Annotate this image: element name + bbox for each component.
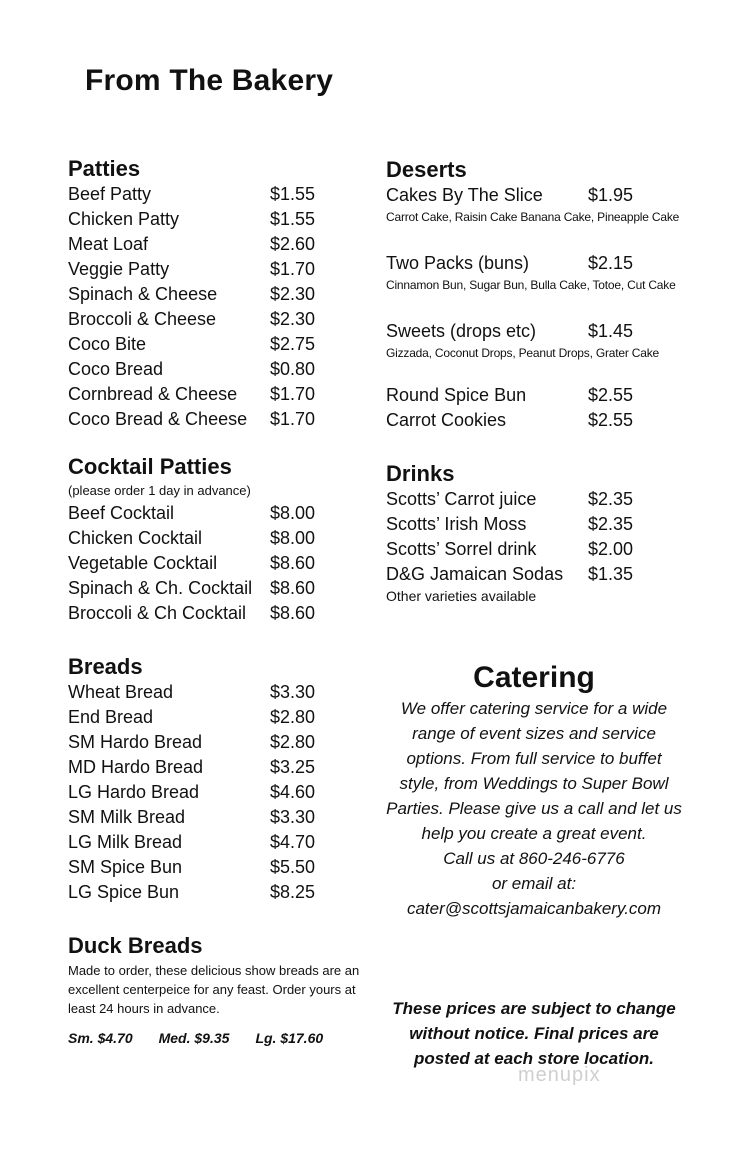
item-name: Coco Bread & Cheese xyxy=(68,409,248,429)
menu-item xyxy=(386,512,686,537)
section-title: Deserts xyxy=(386,157,467,182)
drinks-section xyxy=(386,461,686,605)
section-title: Patties xyxy=(68,156,141,181)
catering-line: Parties. Please give us a call and let us xyxy=(386,799,682,818)
section-title: Duck Breads xyxy=(68,933,203,958)
menu-item xyxy=(68,880,368,905)
menu-item xyxy=(68,501,368,526)
spacer xyxy=(68,432,368,454)
menu-item xyxy=(68,282,368,307)
item-price: $2.80 xyxy=(270,707,316,727)
item-name: Beef Cocktail xyxy=(68,503,175,523)
item-price: $2.30 xyxy=(270,284,316,304)
menu-item xyxy=(68,601,368,626)
catering-phone: Call us at 860-246-6776 xyxy=(443,849,625,868)
item-varieties: Gizzada, Coconut Drops, Peanut Drops, Grater Cake xyxy=(386,346,659,360)
item-name: Cakes By The Slice xyxy=(386,185,543,205)
catering-line: We offer catering service for a wide xyxy=(400,699,668,718)
item-name: Broccoli & Cheese xyxy=(68,309,217,329)
menu-item xyxy=(68,307,368,332)
item-price: $1.55 xyxy=(270,184,316,204)
item-price: $1.55 xyxy=(270,209,316,229)
item-name: Chicken Cocktail xyxy=(68,528,203,548)
item-price: $2.35 xyxy=(588,514,634,534)
item-price: $8.00 xyxy=(270,503,316,523)
size-price-small: Sm. $4.70 xyxy=(68,1030,133,1046)
item-name: Meat Loaf xyxy=(68,234,149,254)
duck-size-prices xyxy=(68,1030,368,1046)
item-price: $1.70 xyxy=(270,259,316,279)
disclaimer-line: posted at each store location. xyxy=(414,1049,654,1068)
size-price-medium: Med. $9.35 xyxy=(158,1030,230,1046)
item-name: Spinach & Ch. Cocktail xyxy=(68,578,253,598)
item-price: $1.35 xyxy=(588,564,634,584)
order-note: (please order 1 day in advance) xyxy=(68,483,251,498)
menu-item xyxy=(386,487,686,512)
menu-item xyxy=(68,382,368,407)
item-name: LG Milk Bread xyxy=(68,832,183,852)
section-title: Drinks xyxy=(386,461,455,486)
item-name: Chicken Patty xyxy=(68,209,180,229)
item-name: Cornbread & Cheese xyxy=(68,384,238,404)
menu-item xyxy=(386,319,686,344)
menu-item xyxy=(68,680,368,705)
item-name: Veggie Patty xyxy=(68,259,170,279)
catering-email: cater@scottsjamaicanbakery.com xyxy=(406,899,662,918)
duck-breads-section xyxy=(68,933,368,1046)
spacer xyxy=(386,293,686,319)
spacer xyxy=(68,905,368,933)
item-name: Wheat Bread xyxy=(68,682,174,702)
item-price: $1.95 xyxy=(588,185,634,205)
disclaimer-line: These prices are subject to change xyxy=(392,999,676,1018)
menu-list xyxy=(68,182,368,432)
spacer xyxy=(386,225,686,251)
page-title: From The Bakery xyxy=(85,64,334,97)
item-name: LG Hardo Bread xyxy=(68,782,200,802)
left-column xyxy=(68,156,368,1046)
item-name: MD Hardo Bread xyxy=(68,757,204,777)
spacer xyxy=(386,361,686,383)
disclaimer-line: without notice. Final prices are xyxy=(409,1024,659,1043)
item-price: $0.80 xyxy=(270,359,316,379)
menu-item xyxy=(386,383,686,408)
item-name: Scotts’ Irish Moss xyxy=(386,514,527,534)
item-price: $8.60 xyxy=(270,553,316,573)
menu-item xyxy=(68,407,368,432)
menu-item xyxy=(68,705,368,730)
item-price: $8.60 xyxy=(270,603,316,623)
catering-text xyxy=(386,696,682,921)
item-name: SM Milk Bread xyxy=(68,807,186,827)
catering-line: help you create a great event. xyxy=(421,824,647,843)
item-price: $2.75 xyxy=(270,334,316,354)
price-disclaimer xyxy=(386,996,682,1071)
item-name: LG Spice Bun xyxy=(68,882,180,902)
menu-item xyxy=(68,855,368,880)
menu-item xyxy=(68,207,368,232)
item-price: $1.70 xyxy=(270,409,316,429)
catering-section xyxy=(386,660,682,921)
item-price: $8.25 xyxy=(270,882,316,902)
menu-item xyxy=(68,780,368,805)
section-title: Breads xyxy=(68,654,143,679)
item-price: $2.80 xyxy=(270,732,316,752)
menu-item xyxy=(386,562,686,587)
item-name: Sweets (drops etc) xyxy=(386,321,537,341)
item-price: $3.30 xyxy=(270,807,316,827)
menu-item xyxy=(68,830,368,855)
item-name: Scotts’ Sorrel drink xyxy=(386,539,537,559)
deserts-section xyxy=(386,157,686,433)
catering-line: range of event sizes and service xyxy=(412,724,656,743)
watermark-logo: menupix xyxy=(518,1064,601,1086)
size-price-large: Lg. $17.60 xyxy=(255,1030,324,1046)
section-title: Catering xyxy=(473,661,595,694)
section-title: Cocktail Patties xyxy=(68,454,232,479)
breads-section xyxy=(68,654,368,905)
item-name: End Bread xyxy=(68,707,154,727)
menu-item xyxy=(68,182,368,207)
item-name: Round Spice Bun xyxy=(386,385,527,405)
item-price: $1.45 xyxy=(588,321,634,341)
item-name: Vegetable Cocktail xyxy=(68,553,218,573)
item-varieties: Cinnamon Bun, Sugar Bun, Bulla Cake, Totoe, Cut Cake xyxy=(386,278,676,292)
item-varieties: Carrot Cake, Raisin Cake Banana Cake, Pineapple Cake xyxy=(386,210,680,224)
item-price: $2.00 xyxy=(588,539,634,559)
item-price: $3.30 xyxy=(270,682,316,702)
menu-item xyxy=(68,805,368,830)
item-name: Spinach & Cheese xyxy=(68,284,218,304)
item-price: $4.60 xyxy=(270,782,316,802)
item-name: SM Hardo Bread xyxy=(68,732,203,752)
item-price: $5.50 xyxy=(270,857,316,877)
drinks-note: Other varieties available xyxy=(386,588,537,604)
item-price: $2.55 xyxy=(588,385,634,405)
item-name: Coco Bite xyxy=(68,334,147,354)
item-name: Scotts’ Carrot juice xyxy=(386,489,537,509)
duck-description: Made to order, these delicious show breads are an excellent centerpeice for any feast. Order yours at least 24 hours in advance. xyxy=(68,963,360,1016)
menu-item xyxy=(68,730,368,755)
item-name: Beef Patty xyxy=(68,184,152,204)
item-price: $2.60 xyxy=(270,234,316,254)
right-column xyxy=(386,157,686,605)
catering-line: options. From full service to buffet xyxy=(406,749,662,768)
menu-item xyxy=(68,257,368,282)
spacer xyxy=(68,626,368,654)
menu-item xyxy=(386,408,686,433)
menu-item xyxy=(386,183,686,208)
spacer xyxy=(386,433,686,461)
item-name: Two Packs (buns) xyxy=(386,253,530,273)
item-name: Broccoli & Ch Cocktail xyxy=(68,603,247,623)
menu-item xyxy=(68,576,368,601)
menu-item xyxy=(68,357,368,382)
item-price: $8.60 xyxy=(270,578,316,598)
patties-section xyxy=(68,156,368,432)
item-price: $2.15 xyxy=(588,253,634,273)
item-name: D&G Jamaican Sodas xyxy=(386,564,564,584)
item-price: $2.55 xyxy=(588,410,634,430)
item-name: SM Spice Bun xyxy=(68,857,183,877)
item-price: $2.30 xyxy=(270,309,316,329)
cocktail-section xyxy=(68,454,368,626)
menu-item xyxy=(68,526,368,551)
item-price: $2.35 xyxy=(588,489,634,509)
catering-line: or email at: xyxy=(491,874,577,893)
menu-item xyxy=(386,251,686,276)
catering-line: style, from Weddings to Super Bowl xyxy=(399,774,669,793)
item-price: $3.25 xyxy=(270,757,316,777)
menu-item xyxy=(386,537,686,562)
item-price: $4.70 xyxy=(270,832,316,852)
item-name: Coco Bread xyxy=(68,359,164,379)
menu-item xyxy=(68,232,368,257)
menu-item xyxy=(68,332,368,357)
menu-item xyxy=(68,755,368,780)
menu-item xyxy=(68,551,368,576)
item-price: $8.00 xyxy=(270,528,316,548)
item-name: Carrot Cookies xyxy=(386,410,507,430)
item-price: $1.70 xyxy=(270,384,316,404)
